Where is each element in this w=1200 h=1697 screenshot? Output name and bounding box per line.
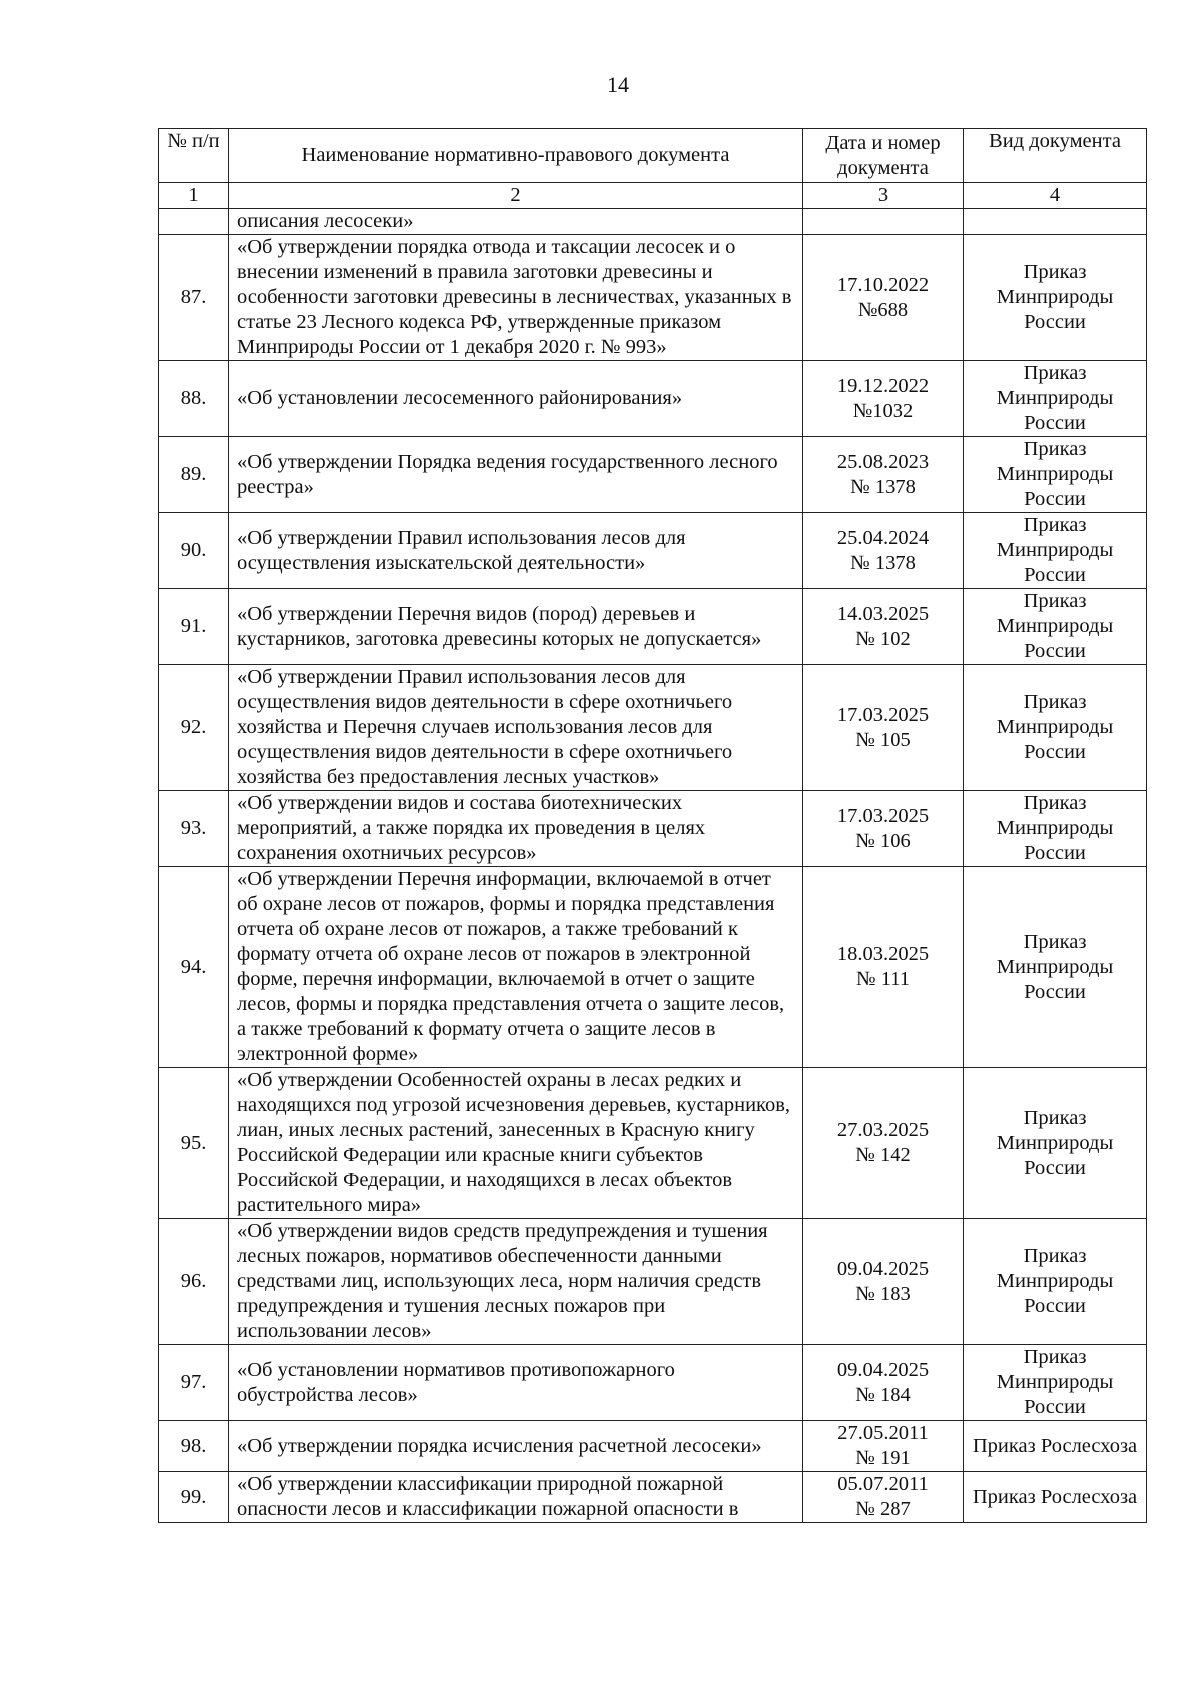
document-name: «Об установлении лесосеменного районирования» — [229, 361, 803, 437]
document-date: 17.10.2022 — [836, 273, 930, 296]
document-name: «Об утверждении Правил использования лесов для осуществления изыскательской деятельности» — [229, 513, 803, 589]
document-name: «Об установлении нормативов противопожарного обустройства лесов» — [229, 1345, 803, 1421]
document-type: Приказ Минприроды России — [964, 791, 1147, 867]
document-type: Приказ Рослесхоза — [964, 1472, 1147, 1523]
document-type: Приказ Минприроды России — [964, 589, 1147, 665]
header-number: № п/п — [159, 129, 229, 183]
document-date: 17.03.2025 — [836, 804, 930, 827]
table-row — [159, 235, 1147, 361]
document-number: №688 — [857, 298, 909, 321]
document-number: № 106 — [855, 829, 911, 852]
document-name: «Об утверждении порядка исчисления расчетной лесосеки» — [229, 1421, 803, 1472]
document-date-number — [803, 867, 964, 1068]
document-date: 09.04.2025 — [836, 1358, 930, 1381]
document-date-number — [803, 1219, 964, 1345]
document-date — [803, 209, 964, 235]
table-row — [159, 513, 1147, 589]
document-name: описания лесосеки» — [229, 209, 803, 235]
document-number: № 111 — [856, 968, 910, 990]
table-row — [159, 589, 1147, 665]
page-number: 14 — [607, 72, 629, 97]
document-date-number — [803, 361, 964, 437]
document-date-number — [803, 1068, 964, 1219]
column-index: 4 — [964, 183, 1147, 209]
row-number: 98. — [159, 1421, 229, 1472]
document-date-number — [803, 1472, 964, 1523]
document-date: 25.04.2024 — [836, 526, 930, 549]
document-date: 09.04.2025 — [836, 1257, 930, 1280]
document-name: «Об утверждении Особенностей охраны в лесах редких и находящихся под угрозой исчезновения деревьев, кустарников, лиан, иных лесных растений, занесенных в Красную книгу Российской Федерации или красные книги субъектов Российской Федерации, и находящихся в лесах объектов растительного мира» — [229, 1068, 803, 1219]
table-row — [159, 791, 1147, 867]
document-number: № 102 — [855, 627, 911, 650]
document-date: 05.07.2011 — [837, 1473, 929, 1495]
document-date-number — [803, 791, 964, 867]
document-type: Приказ Минприроды России — [964, 665, 1147, 791]
document-type: Приказ Минприроды России — [964, 1068, 1147, 1219]
header-type: Вид документа — [964, 129, 1147, 183]
row-number: 90. — [159, 513, 229, 589]
header-date: Дата и номер документа — [803, 129, 964, 183]
document-type: Приказ Минприроды России — [964, 1345, 1147, 1421]
document-date-number — [803, 235, 964, 361]
row-number: 97. — [159, 1345, 229, 1421]
continuation-row — [159, 209, 1147, 235]
column-index: 3 — [803, 183, 964, 209]
document-date: 14.03.2025 — [836, 602, 930, 625]
document-number: № 287 — [855, 1498, 911, 1520]
document-type: Приказ Минприроды России — [964, 235, 1147, 361]
document-number: № 1378 — [850, 551, 916, 574]
row-number: 99. — [159, 1472, 229, 1523]
document-type: Приказ Минприроды России — [964, 867, 1147, 1068]
document-type — [964, 209, 1147, 235]
column-index: 1 — [159, 183, 229, 209]
header-name: Наименование нормативно-правового документа — [229, 129, 803, 183]
row-number: 92. — [159, 665, 229, 791]
document-name: «Об утверждении Перечня информации, включаемой в отчет об охране лесов от пожаров, формы и порядка представления отчета об охране лесов от пожаров, а также требований к формату отчета об охране лесов от пожаров в электронной форме, перечня информации, включаемой в отчет о защите лесов, формы и порядка представления отчета о защите лесов, а также требований к формату отчета о защите лесов в электронной форме» — [229, 867, 803, 1068]
table-row — [159, 1068, 1147, 1219]
document-date: 19.12.2022 — [836, 374, 930, 397]
column-index: 2 — [229, 183, 803, 209]
document-number: № 183 — [855, 1282, 911, 1305]
document-name: «Об утверждении Перечня видов (пород) деревьев и кустарников, заготовка древесины которых не допускается» — [229, 589, 803, 665]
document-type: Приказ Минприроды России — [964, 437, 1147, 513]
row-number: 89. — [159, 437, 229, 513]
document-date-number — [803, 665, 964, 791]
document-number: №1032 — [852, 399, 914, 422]
document-name: «Об утверждении порядка отвода и таксации лесосек и о внесении изменений в правила заготовки древесины и особенности заготовки древесины в лесничествах, указанных в статье 23 Лесного кодекса РФ, утвержденные приказом Минприроды России от 1 декабря 2020 г. № 993» — [229, 235, 803, 361]
document-type: Приказ Минприроды России — [964, 361, 1147, 437]
document-name: «Об утверждении Правил использования лесов для осуществления видов деятельности в сфере охотничьего хозяйства и Перечня случаев использования лесов для осуществления видов деятельности в сфере охотничьего хозяйства без предоставления лесных участков» — [229, 665, 803, 791]
document-number: № 105 — [855, 728, 911, 751]
document-name: «Об утверждении Порядка ведения государственного лесного реестра» — [229, 437, 803, 513]
document-name: «Об утверждении видов средств предупреждения и тушения лесных пожаров, нормативов обеспеченности данными средствами лиц, использующих леса, норм наличия средств предупреждения и тушения лесных пожаров при использовании лесов» — [229, 1219, 803, 1345]
table-row — [159, 361, 1147, 437]
row-number — [159, 209, 229, 235]
document-date-number — [803, 589, 964, 665]
document-name: «Об утверждении видов и состава биотехнических мероприятий, а также порядка их проведения в целях сохранения охотничьих ресурсов» — [229, 791, 803, 867]
document-date-number — [803, 437, 964, 513]
document-date-number — [803, 1421, 964, 1472]
row-number: 96. — [159, 1219, 229, 1345]
table-row — [159, 437, 1147, 513]
column-index-row — [159, 183, 1147, 209]
document-date: 18.03.2025 — [836, 943, 930, 965]
document-number: № 1378 — [850, 475, 916, 498]
documents-table — [158, 128, 1147, 1523]
document-date: 27.05.2011 — [837, 1422, 929, 1444]
table-row — [159, 1219, 1147, 1345]
table-row — [159, 1345, 1147, 1421]
row-number: 88. — [159, 361, 229, 437]
document-date: 27.03.2025 — [836, 1119, 930, 1141]
document-date-number — [803, 1345, 964, 1421]
document-type: Приказ Минприроды России — [964, 513, 1147, 589]
row-number: 91. — [159, 589, 229, 665]
document-name: «Об утверждении классификации природной пожарной опасности лесов и классификации пожарной опасности в — [229, 1472, 803, 1523]
document-number: № 191 — [855, 1447, 911, 1469]
table-row — [159, 1472, 1147, 1523]
row-number: 94. — [159, 867, 229, 1068]
row-number: 93. — [159, 791, 229, 867]
document-number: № 142 — [855, 1144, 911, 1166]
table-row — [159, 1421, 1147, 1472]
row-number: 95. — [159, 1068, 229, 1219]
document-type: Приказ Минприроды России — [964, 1219, 1147, 1345]
document-date: 17.03.2025 — [836, 703, 930, 726]
document-date: 25.08.2023 — [836, 450, 930, 473]
table-row — [159, 867, 1147, 1068]
document-type: Приказ Рослесхоза — [964, 1421, 1147, 1472]
row-number: 87. — [159, 235, 229, 361]
document-number: № 184 — [855, 1383, 911, 1406]
document-date-number — [803, 513, 964, 589]
table-row — [159, 665, 1147, 791]
header-row — [159, 129, 1147, 183]
